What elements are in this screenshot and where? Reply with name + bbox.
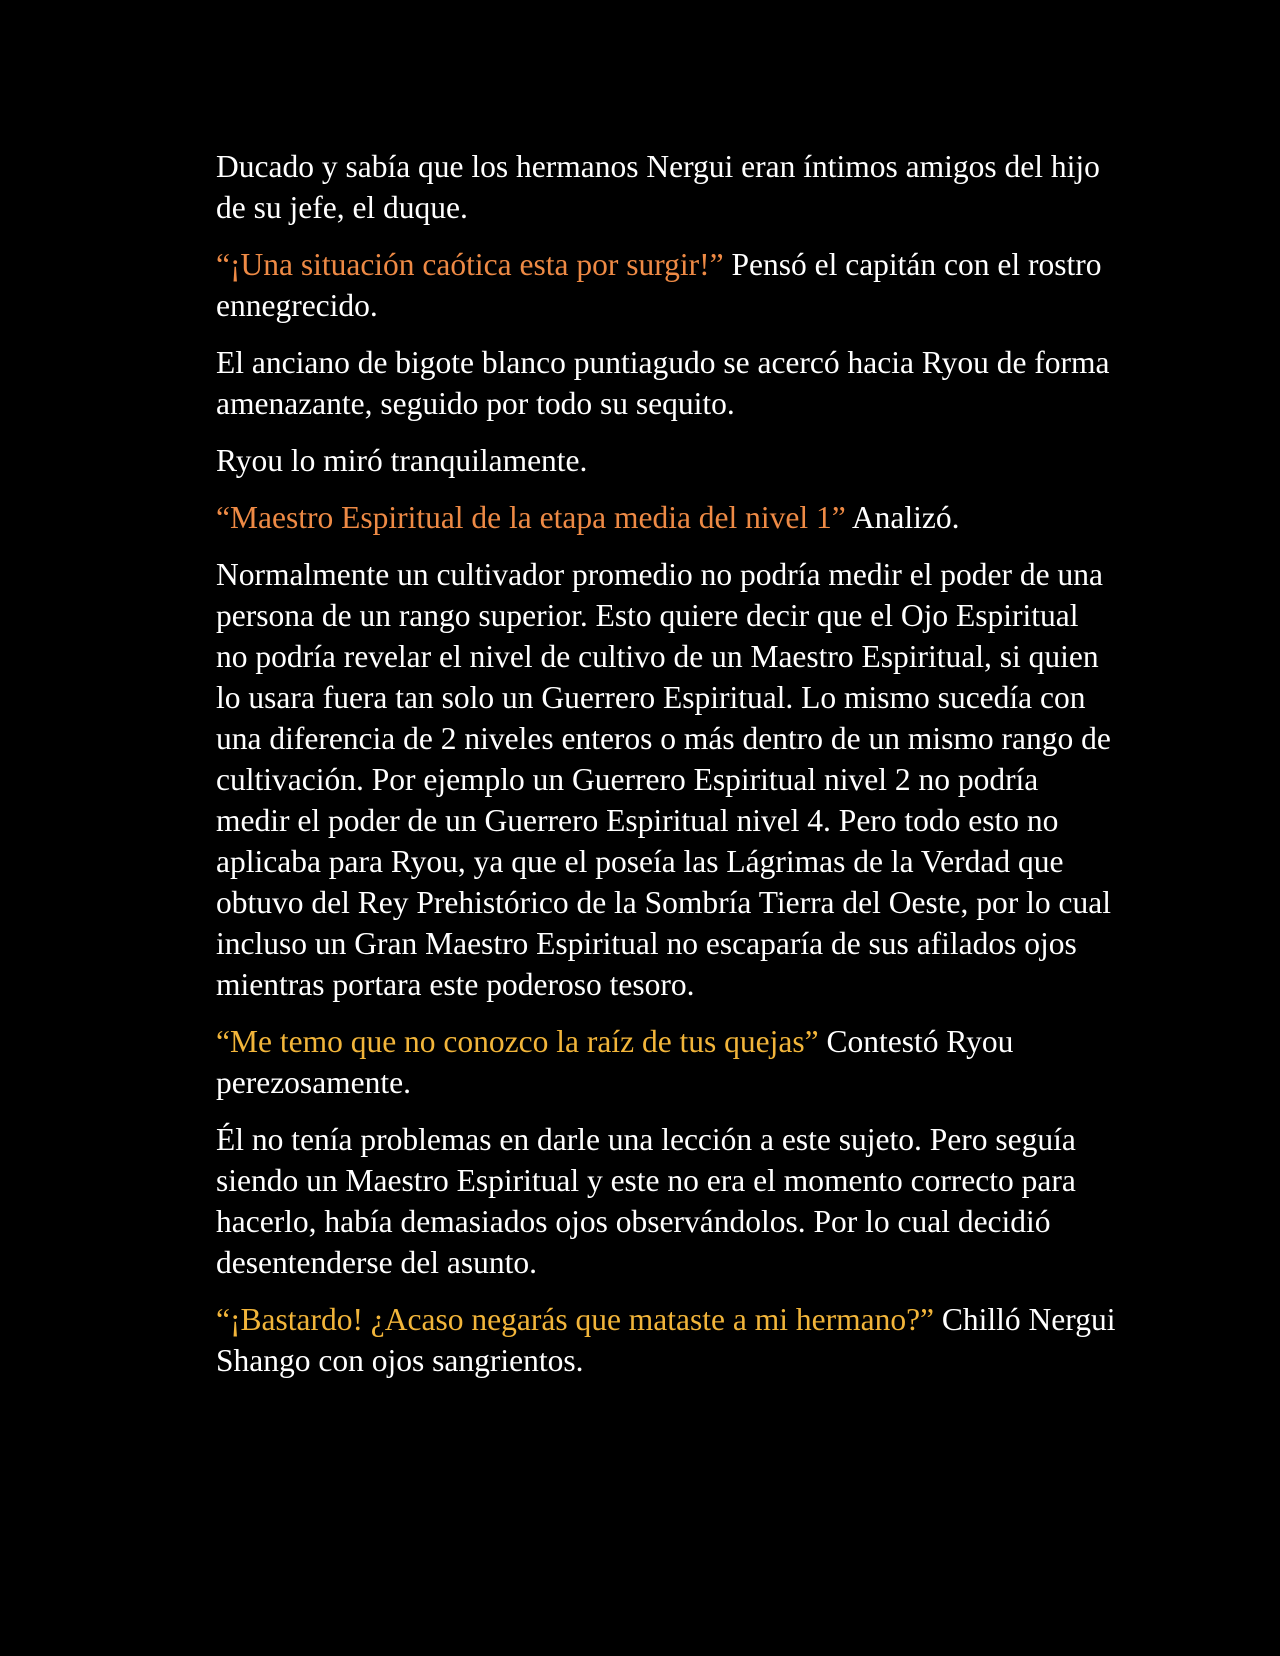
dialogue-quote: “Me temo que no conozco la raíz de tus quejas”	[216, 1024, 819, 1059]
paragraph-4	[216, 440, 1116, 481]
paragraph-text: Ryou lo miró tranquilamente.	[216, 443, 588, 478]
document-page	[216, 146, 1116, 1397]
paragraph-text: Contestó Ryou perezosamente.	[216, 1024, 1014, 1100]
dialogue-quote: “¡Bastardo! ¿Acaso negarás que mataste a mi hermano?”	[216, 1302, 935, 1337]
paragraph-text: Ducado y sabía que los hermanos Nergui eran íntimos amigos del hijo de su jefe, el duque.	[216, 149, 1100, 225]
paragraph-2	[216, 244, 1116, 326]
paragraph-5	[216, 497, 1116, 538]
paragraph-8	[216, 1119, 1116, 1283]
paragraph-text: El anciano de bigote blanco puntiagudo se acercó hacia Ryou de forma amenazante, seguido por todo su sequito.	[216, 345, 1110, 421]
paragraph-text: Él no tenía problemas en darle una lección a este sujeto. Pero seguía siendo un Maestro Espiritual y este no era el momento correcto para hacerlo, había demasiados ojos observándolos. Por lo cual decidió desentenderse del asunto.	[216, 1122, 1076, 1280]
paragraph-6	[216, 554, 1116, 1005]
paragraph-text: Pensó el capitán con el rostro ennegrecido.	[216, 247, 1102, 323]
paragraph-1	[216, 146, 1116, 228]
paragraph-text: Normalmente un cultivador promedio no podría medir el poder de una persona de un rango superior. Esto quiere decir que el Ojo Espiritual no podría revelar el nivel de cultivo de un Maestro Espiritual, si quien lo usara fuera tan solo un Guerrero Espiritual. Lo mismo sucedía con una diferencia de 2 niveles enteros o más dentro de un mismo rango de cultivación. Por ejemplo un Guerrero Espiritual nivel 2 no podría medir el poder de un Guerrero Espiritual nivel 4. Pero todo esto no aplicaba para Ryou, ya que el poseía las Lágrimas de la Verdad que obtuvo del Rey Prehistórico de la Sombría Tierra del Oeste, por lo cual incluso un Gran Maestro Espiritual no escaparía de sus afilados ojos mientras portara este poderoso tesoro.	[216, 557, 1111, 1002]
paragraph-7	[216, 1021, 1116, 1103]
dialogue-quote: “¡Una situación caótica esta por surgir!”	[216, 247, 724, 282]
paragraph-text: Chilló Nergui Shango con ojos sangrientos.	[216, 1302, 1116, 1378]
paragraph-text: Analizó.	[845, 500, 960, 535]
dialogue-quote: “Maestro Espiritual de la etapa media del nivel 1”	[216, 500, 846, 535]
paragraph-9	[216, 1299, 1116, 1381]
paragraph-3	[216, 342, 1116, 424]
